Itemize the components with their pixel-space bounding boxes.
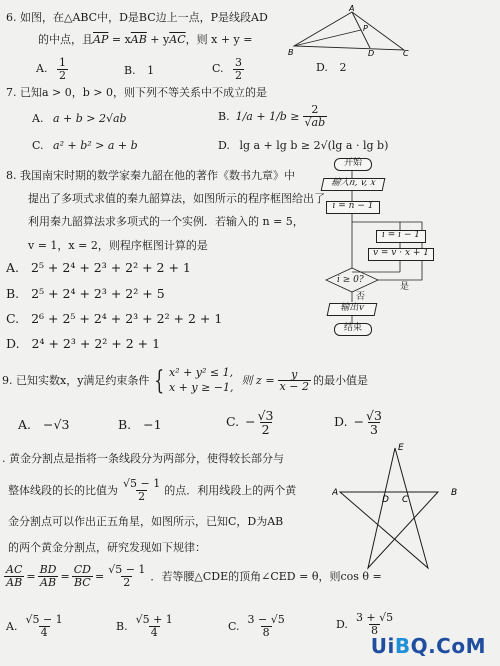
q10-ratio-den: 2 (138, 489, 146, 503)
q10-line4: 的两个黄金分割点，研究发现如下规律： (8, 541, 206, 554)
q6-option-c[interactable] (212, 57, 244, 81)
q10-label-e: E (398, 443, 404, 453)
q6-option-a[interactable] (36, 57, 68, 81)
q9-option-c-sign: − (245, 414, 256, 430)
q9-stem-c: 的最小值是 (312, 374, 368, 388)
q6-option-c-label: C. (212, 62, 224, 76)
q8-option-c-text: 2⁶ + 2⁵ + 2⁴ + 2³ + 2² + 2 + 1 (31, 311, 223, 326)
q7-option-c[interactable] (32, 140, 138, 151)
q6-stem-line1: 6. 如图，在△ABC中，D是BC边上一点，P是线段AD (6, 11, 268, 24)
watermark-part-2: B (394, 634, 411, 658)
q7-option-a-label: A. (32, 112, 44, 125)
q10-eq-4-den: 2 (123, 575, 131, 589)
q9-constraint-1: x² + y² ≤ 1, (168, 366, 234, 379)
q8-line4: v = 1，x = 2，则程序框图计算的是 (28, 239, 208, 252)
q8-option-d[interactable] (6, 338, 160, 351)
site-watermark (371, 634, 486, 658)
q10-option-a-label: A. (6, 619, 18, 633)
q8-flow-start: 开始 (334, 158, 372, 171)
q10-option-b[interactable] (116, 614, 175, 638)
q10-label-d: D (382, 495, 389, 505)
q7-option-d-text: lg a + lg b ≥ 2√(lg a · lg b) (239, 139, 389, 152)
q8-option-b[interactable] (6, 288, 165, 301)
q9-option-c[interactable] (226, 409, 276, 436)
q10-option-d-num: 3 + √5 (355, 611, 394, 624)
q10-line3: 金分割点可以作出正五角星，如图所示，已知C，D为AB (8, 515, 284, 528)
q6-stem-d: + y (146, 33, 170, 46)
q9-stem-a: 9. 已知实数x，y满足约束条件 (2, 374, 150, 388)
q10-pentagram-figure (332, 440, 466, 576)
q9-stem (2, 366, 368, 396)
q10-label-c: C (402, 495, 409, 505)
q8-option-a[interactable] (6, 262, 191, 275)
q9-brace: { (154, 365, 165, 396)
q7-option-b[interactable] (218, 104, 327, 128)
q9-option-c-num: √3 (257, 408, 274, 423)
q6-segment-bp (294, 30, 361, 46)
q10-option-c[interactable] (228, 614, 287, 638)
q10-option-d-label: D. (336, 617, 348, 631)
q8-flow-input: 输入n, v, x (321, 178, 386, 191)
q6-option-a-num: 1 (58, 56, 66, 69)
q10-option-b-label: B. (116, 619, 128, 633)
q10-option-d-den: 8 (371, 623, 379, 637)
q8-line2: 提出了多项式求值的秦九韶算法，如图所示的程序框图给出了 (28, 192, 325, 205)
q9-z-den: x − 2 (279, 380, 309, 394)
q6-option-a-label: A. (36, 62, 48, 76)
q6-option-c-num: 3 (235, 56, 243, 69)
q7-option-d[interactable] (218, 140, 388, 151)
q8-option-d-label: D. (6, 336, 20, 351)
q6-option-b-text: 1 (147, 64, 155, 77)
q9-option-b-text: −1 (143, 417, 162, 432)
q10-pentagram (340, 448, 438, 568)
q10-option-b-den: 4 (150, 625, 158, 639)
q8-option-b-label: B. (6, 286, 20, 301)
q8-option-a-text: 2⁵ + 2⁴ + 2³ + 2² + 2 + 1 (31, 260, 191, 275)
watermark-part-3: Q.CoM (410, 634, 486, 658)
q6-option-d[interactable] (316, 62, 346, 73)
q8-flow-dec: i = i − 1 (376, 230, 426, 243)
q10-eq-tail: ．若等腰△CDE的顶角∠CED = θ，则cos θ = (150, 569, 382, 583)
q10-label-a: A (332, 488, 339, 498)
q9-option-a[interactable] (18, 419, 69, 432)
q6-label-a: A (349, 4, 355, 13)
q10-eq-2-num: BD (39, 563, 57, 576)
q9-option-d-sign: − (353, 414, 365, 430)
q9-z-num: y (291, 367, 298, 381)
q10-option-c-den: 8 (262, 625, 270, 639)
q10-option-b-num: √5 + 1 (135, 613, 173, 626)
q6-vec-ap: $\overline{AP}$ (93, 33, 109, 46)
q10-option-d[interactable] (336, 612, 395, 636)
q10-option-a[interactable] (6, 614, 65, 638)
q6-label-d: D (368, 49, 375, 56)
q9-option-c-den: 2 (261, 422, 270, 438)
q10-option-c-label: C. (228, 619, 240, 633)
q9-option-d-label: D. (334, 414, 348, 430)
q10-option-a-den: 4 (40, 625, 48, 639)
q7-option-a-text: a + b > 2√ab (52, 112, 127, 125)
q8-flow-output: 输出v (327, 303, 378, 316)
watermark-part-1: Ui (370, 634, 395, 658)
q10-label-b: B (451, 488, 458, 498)
q7-option-b-num: 2 (311, 103, 319, 116)
q10-option-c-num: 3 − √5 (247, 613, 285, 626)
q6-triangle-abc (294, 12, 404, 50)
q10-option-a-num: √5 − 1 (25, 613, 63, 626)
q9-option-d-num: √3 (366, 408, 382, 423)
q7-option-c-label: C. (32, 139, 44, 152)
q8-option-b-text: 2⁵ + 2⁴ + 2³ + 2² + 5 (31, 286, 165, 301)
q6-stem-c: = x (108, 33, 131, 46)
q6-stem-line2 (38, 34, 252, 45)
q6-label-b: B (288, 48, 294, 56)
q10-line2a: 整体线段的长的比值为 (8, 483, 118, 497)
q9-option-a-text: −√3 (43, 417, 70, 432)
q8-flowchart (300, 156, 440, 346)
q8-flow-cond: i ≥ 0? (337, 275, 364, 285)
q10-eq-2-den: AB (40, 575, 57, 589)
q6-vec-ab: $\overline{AB}$ (130, 33, 147, 46)
q6-option-c-den: 2 (235, 68, 243, 82)
q10-eq-1-den: AB (6, 575, 23, 589)
q7-option-c-text: a² + b² > a + b (53, 139, 138, 152)
q6-vec-ac: $\overline{AC}$ (169, 33, 186, 46)
q8-flow-init: i = n − 1 (326, 201, 380, 214)
q9-option-b-label: B. (118, 417, 132, 432)
q8-option-a-label: A. (6, 260, 20, 275)
q9-constraint-2: x + y ≥ −1, (168, 380, 234, 394)
q9-option-c-label: C. (226, 414, 240, 430)
q10-eq-4-num: √5 − 1 (108, 563, 146, 576)
q6-option-b[interactable] (124, 65, 154, 76)
q10-line2 (8, 478, 296, 502)
q6-option-a-den: 2 (58, 68, 66, 82)
q10-line1: . 黄金分割点是指将一条线段分为两部分，使得较长部分与 (2, 452, 284, 465)
q9-option-d-den: 3 (370, 422, 378, 438)
q8-option-c-label: C. (6, 311, 20, 326)
q6-stem-e: ，则 x + y = (185, 33, 253, 46)
q7-option-b-left: 1/a + 1/b ≥ (235, 109, 300, 123)
q10-ratio-num: √5 − 1 (123, 477, 161, 490)
q6-option-d-label: D. (316, 61, 328, 74)
q10-line2b: 的点．利用线段上的两个黄 (164, 483, 297, 497)
q8-option-c[interactable] (6, 313, 222, 326)
q8-flow-update: v = v · x + 1 (368, 248, 434, 261)
q10-eq-1-num: AC (6, 563, 23, 576)
q8-flow-no: 否 (356, 292, 366, 302)
q8-flow-end: 结束 (334, 323, 372, 336)
q9-option-b[interactable] (118, 419, 162, 432)
q6-triangle-figure (286, 4, 410, 56)
q6-label-c: C (403, 49, 409, 56)
q6-label-p: P (363, 24, 368, 33)
q9-option-d[interactable] (334, 409, 384, 436)
q9-option-a-label: A. (18, 417, 32, 432)
q6-option-b-label: B. (124, 64, 136, 77)
q8-line3: 利用秦九韶算法求多项式的一个实例．若输入的 n = 5， (28, 215, 304, 228)
q8-line1: 8. 我国南宋时期的数学家秦九韶在他的著作《数书九章》中 (6, 169, 295, 182)
q10-eq-3-num: CD (73, 563, 91, 576)
q7-option-a[interactable] (32, 113, 127, 124)
q9-stem-b: 则 z = (241, 374, 275, 388)
q8-flow-yes: 是 (400, 282, 410, 292)
q7-option-d-label: D. (218, 139, 230, 152)
q6-stem-b: 的中点，且 (38, 33, 93, 46)
q6-option-d-text: 2 (339, 61, 347, 74)
q8-option-d-text: 2⁴ + 2³ + 2² + 2 + 1 (31, 336, 161, 351)
q7-option-b-den: √ab (304, 115, 326, 129)
q7-stem: 7. 已知a > 0，b > 0，则下列不等关系中不成立的是 (6, 86, 268, 99)
q10-eq-3-den: BC (73, 575, 91, 589)
q7-option-b-label: B. (218, 109, 230, 123)
q10-equation: $\frac{AC}{AB}$ = $\frac{BD}{AB}$ = $\frac{CD}{BC}$ = $\frac{√5 - 1}{2}$ ．若等腰△CDE的顶角∠CED = θ，则cos θ = (6, 563, 382, 589)
